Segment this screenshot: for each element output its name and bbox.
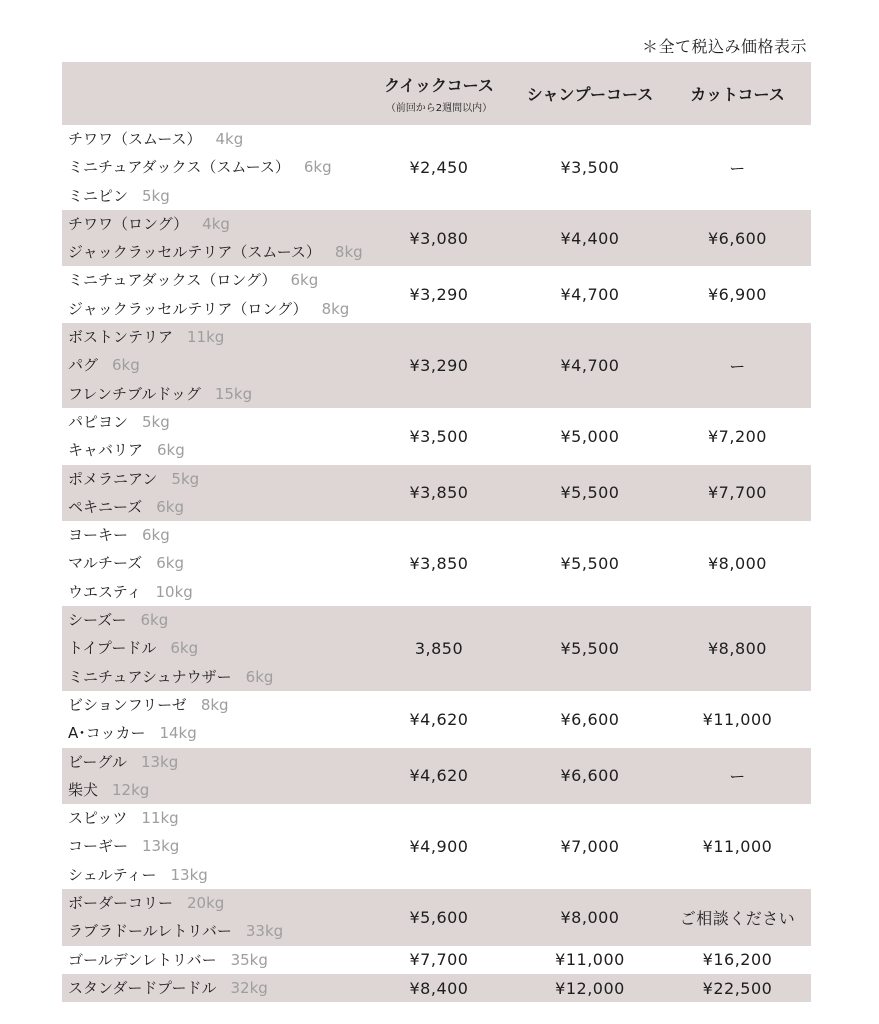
breed-name: 柴犬 — [68, 780, 99, 799]
breed-weight: 6kg — [156, 554, 185, 573]
breed-weight: 6kg — [170, 639, 199, 658]
breed-cell — [62, 606, 362, 691]
table-row — [62, 125, 811, 210]
price-quick: ¥8,400 — [409, 978, 469, 998]
breed-entry — [68, 210, 362, 238]
table-row — [62, 521, 811, 606]
price-quick: ¥5,600 — [409, 907, 469, 927]
breed-name: ミニピン — [68, 186, 129, 205]
breed-name: シーズー — [68, 611, 127, 630]
breed-name: ペキニーズ — [68, 497, 143, 516]
price-quick: ¥4,900 — [409, 837, 469, 857]
breed-cell — [62, 804, 362, 889]
price-cut: ー — [729, 767, 746, 787]
breed-weight: 20kg — [187, 894, 225, 913]
breed-entry — [68, 238, 362, 266]
breed-entry — [68, 380, 362, 408]
table-header — [62, 62, 811, 125]
breed-weight: 6kg — [303, 158, 332, 177]
breed-weight: 4kg — [202, 214, 230, 233]
breed-entry — [68, 351, 362, 379]
breed-weight: 6kg — [245, 667, 274, 686]
breed-weight: 6kg — [157, 441, 185, 460]
table-body — [62, 125, 811, 1002]
breed-cell — [62, 889, 362, 946]
breed-weight: 6kg — [140, 611, 169, 630]
price-quick: ¥4,620 — [409, 709, 469, 729]
breed-entry — [68, 549, 362, 577]
breed-entry — [68, 776, 362, 804]
breed-entry — [68, 153, 362, 181]
breed-name: トイプードル — [68, 639, 157, 658]
table-row — [62, 974, 811, 1002]
breed-weight: 13kg — [170, 865, 208, 884]
breed-name: ゴールデンレトリバー — [68, 950, 217, 969]
breed-weight: 10kg — [155, 582, 193, 601]
breed-entry — [68, 182, 362, 210]
price-shampoo: ¥12,000 — [555, 978, 625, 998]
breed-name: ウエスティ — [68, 582, 142, 601]
breed-entry — [68, 663, 362, 691]
breed-name: マルチーズ — [68, 554, 143, 573]
breed-cell — [62, 691, 362, 748]
price-shampoo: ¥4,700 — [560, 285, 620, 305]
breed-weight: 6kg — [290, 271, 319, 290]
breed-weight: 13kg — [142, 837, 180, 856]
breed-weight: 11kg — [187, 328, 225, 347]
breed-weight: 35kg — [230, 950, 268, 969]
breed-weight: 8kg — [200, 695, 229, 714]
breed-weight: 6kg — [112, 356, 140, 375]
breed-weight: 6kg — [156, 497, 185, 516]
breed-name: ビションフリーゼ — [68, 695, 187, 714]
header-cut-course: カットコース — [690, 85, 785, 104]
breed-weight: 5kg — [171, 469, 200, 488]
price-quick: ¥3,290 — [409, 356, 469, 376]
breed-name: パピヨン — [68, 412, 129, 431]
price-shampoo: ¥6,600 — [560, 709, 620, 729]
table-row — [62, 946, 811, 974]
breed-name: ボストンテリア — [68, 328, 174, 347]
breed-name: ポメラニアン — [68, 469, 158, 488]
table-row — [62, 804, 811, 889]
breed-name: チワワ（ロング） — [68, 214, 189, 233]
breed-name: ミニチュアダックス（スムース） — [68, 158, 290, 177]
breed-entry — [68, 634, 362, 662]
breed-entry — [68, 606, 362, 634]
breed-entry — [68, 465, 362, 493]
breed-cell — [62, 210, 362, 267]
header-quick-course — [362, 62, 516, 125]
price-quick: ¥3,850 — [409, 554, 469, 574]
price-quick: ¥7,700 — [409, 950, 469, 970]
table-row — [62, 889, 811, 946]
breed-entry — [68, 436, 362, 464]
breed-cell — [62, 748, 362, 805]
breed-cell — [62, 408, 362, 465]
price-cut: ¥22,500 — [702, 978, 773, 998]
breed-weight: 33kg — [245, 922, 284, 941]
price-cut: ¥11,000 — [702, 709, 773, 729]
price-shampoo: ¥4,400 — [560, 228, 620, 248]
table-row — [62, 266, 811, 323]
price-quick: ¥3,500 — [409, 426, 469, 446]
breed-entry — [68, 832, 362, 860]
breed-weight: 32kg — [230, 978, 268, 997]
price-cut: ¥8,800 — [708, 638, 767, 658]
price-shampoo: ¥6,600 — [560, 766, 620, 786]
breed-entry — [68, 917, 362, 945]
breed-weight: 14kg — [159, 724, 197, 743]
breed-name: ジャックラッセルテリア（ロング） — [68, 299, 308, 318]
price-cut: ご相談ください — [679, 908, 796, 928]
breed-name: ジャックラッセルテリア（スムース） — [68, 243, 321, 262]
breed-entry — [68, 578, 362, 606]
price-shampoo: ¥4,700 — [560, 356, 620, 376]
breed-name: ボーダーコリー — [68, 894, 174, 913]
price-cut: ¥6,600 — [708, 228, 767, 248]
price-quick: 3,850 — [414, 638, 464, 658]
breed-name: ミニチュアダックス（ロング） — [68, 271, 277, 290]
breed-weight: 5kg — [142, 412, 170, 431]
breed-cell — [62, 974, 362, 1002]
breed-name: A･コッカー — [68, 724, 146, 743]
breed-entry — [68, 408, 362, 436]
table-row — [62, 606, 811, 691]
price-table — [62, 62, 811, 1002]
breed-cell — [62, 946, 362, 974]
price-quick: ¥3,290 — [409, 285, 469, 305]
breed-cell — [62, 125, 362, 210]
price-cut: ¥16,200 — [702, 950, 773, 970]
price-shampoo: ¥5,500 — [560, 638, 620, 658]
table-row — [62, 465, 811, 522]
breed-entry — [68, 323, 362, 351]
breed-cell — [62, 521, 362, 606]
breed-weight: 4kg — [215, 130, 244, 148]
price-shampoo: ¥7,000 — [560, 837, 620, 857]
price-quick: ¥3,850 — [409, 483, 469, 503]
breed-name: シェルティー — [68, 865, 157, 884]
breed-weight: 11kg — [141, 809, 179, 828]
header-quick-sub: （前回から2週間以内） — [385, 103, 493, 114]
breed-entry — [68, 266, 362, 294]
breed-entry — [68, 691, 362, 719]
breed-name: ミニチュアシュナウザー — [68, 667, 232, 686]
table-row — [62, 323, 811, 408]
breed-name: スピッツ — [68, 809, 128, 828]
price-shampoo: ¥11,000 — [555, 950, 625, 970]
breed-entry — [68, 521, 362, 549]
header-breed — [62, 62, 362, 125]
price-quick: ¥3,080 — [409, 228, 469, 248]
breed-entry — [68, 804, 362, 832]
breed-weight: 5kg — [142, 186, 170, 205]
price-quick: ¥2,450 — [409, 157, 469, 177]
price-cut: ¥7,200 — [708, 426, 767, 446]
table-row — [62, 210, 811, 267]
breed-name: ヨーキー — [68, 526, 129, 545]
breed-weight: 12kg — [112, 780, 150, 799]
price-cut: ¥6,900 — [708, 285, 767, 305]
breed-name: ラブラドールレトリバー — [68, 922, 232, 941]
header-quick-label: クイックコース — [384, 76, 494, 95]
breed-entry — [68, 861, 362, 889]
breed-cell — [62, 323, 362, 408]
breed-entry — [68, 974, 362, 1002]
breed-weight: 13kg — [140, 752, 179, 771]
price-cut: ¥11,000 — [702, 837, 773, 857]
header-shampoo-course: シャンプーコース — [526, 85, 654, 104]
breed-entry — [68, 295, 362, 323]
price-shampoo: ¥3,500 — [560, 157, 620, 177]
price-shampoo: ¥5,500 — [560, 483, 620, 503]
price-shampoo: ¥8,000 — [560, 907, 620, 927]
breed-name: ビーグル — [68, 752, 127, 771]
tax-included-note: ＊全て税込み価格表示 — [641, 37, 807, 56]
table-row — [62, 408, 811, 465]
breed-entry — [68, 125, 362, 153]
price-shampoo: ¥5,000 — [560, 426, 620, 446]
breed-name: スタンダードプードル — [68, 978, 217, 997]
price-cut: ー — [729, 357, 746, 377]
price-shampoo: ¥5,500 — [560, 554, 620, 574]
breed-entry — [68, 889, 362, 917]
breed-name: コーギー — [68, 837, 129, 856]
breed-weight: 8kg — [321, 299, 350, 318]
price-quick: ¥4,620 — [409, 766, 469, 786]
breed-cell — [62, 465, 362, 522]
header-row — [62, 62, 811, 125]
breed-weight: 15kg — [214, 384, 253, 403]
price-cut: ¥8,000 — [708, 554, 767, 574]
table-row — [62, 691, 811, 748]
price-cut: ー — [729, 158, 746, 178]
breed-name: パグ — [68, 356, 99, 375]
breed-entry — [68, 748, 362, 776]
breed-name: キャバリア — [68, 441, 144, 460]
table-row — [62, 748, 811, 805]
breed-name: フレンチブルドッグ — [68, 384, 201, 403]
breed-entry — [68, 946, 362, 974]
breed-weight: 8kg — [334, 243, 363, 262]
price-cut: ¥7,700 — [708, 483, 767, 503]
breed-entry — [68, 493, 362, 521]
breed-entry — [68, 719, 362, 747]
breed-cell — [62, 266, 362, 323]
breed-name: チワワ（スムース） — [68, 130, 202, 148]
breed-weight: 6kg — [142, 526, 170, 545]
